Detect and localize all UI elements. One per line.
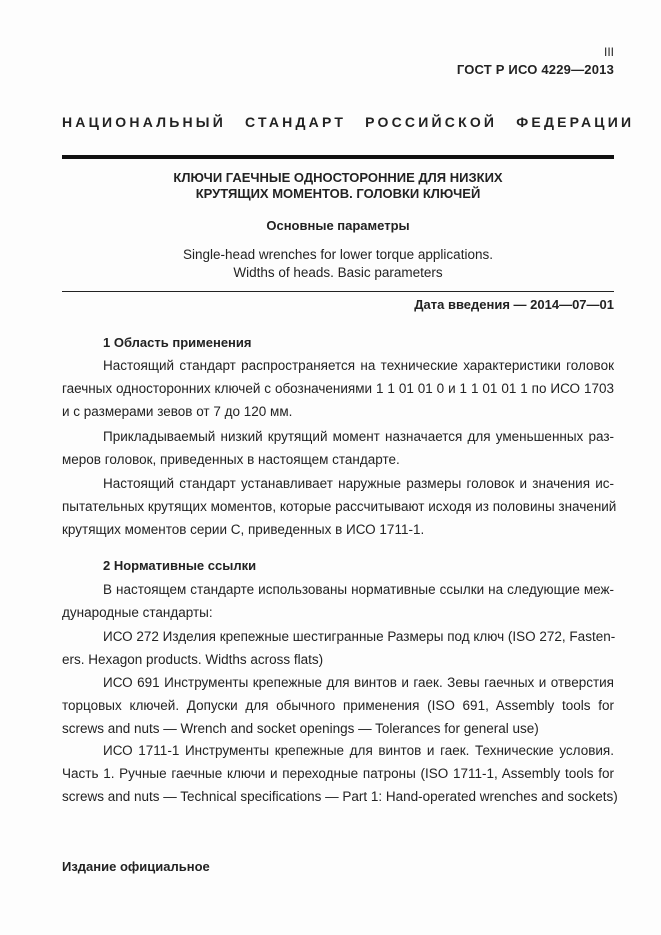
- section-1-paragraph-1: [62, 354, 614, 423]
- document-subtitle-ru: Основные параметры: [266, 218, 410, 233]
- title-ru-line-1: КЛЮЧИ ГАЕЧНЫЕ ОДНОСТОРОННИЕ ДЛЯ НИЗКИХ: [173, 170, 503, 185]
- section-2-heading: 2 Нормативные ссылки: [103, 558, 257, 573]
- paragraph-line: screws and nuts — Wrench and socket openings — Tolerances for general use): [62, 721, 539, 736]
- section-1-heading: 1 Область применения: [103, 335, 252, 350]
- paragraph-line: меров головок, приведенных в настоящем стандарте.: [62, 452, 400, 467]
- section-2-paragraph-1: [62, 578, 614, 624]
- date-divider: [62, 291, 614, 292]
- section-2-paragraph-3: [62, 671, 614, 740]
- document-title-en: [62, 246, 614, 282]
- introduction-date: Дата введения — 2014—07—01: [414, 297, 614, 312]
- standard-code: ГОСТ Р ИСО 4229—2013: [456, 62, 614, 77]
- title-en-line-2: Widths of heads. Basic parameters: [233, 265, 443, 280]
- paragraph-line: дународные стандарты:: [62, 605, 213, 620]
- section-1-paragraph-2: [62, 425, 614, 471]
- national-standard-title: НАЦИОНАЛЬНЫЙ СТАНДАРТ РОССИЙСКОЙ ФЕДЕРАЦИИ: [62, 114, 635, 130]
- paragraph-line: и с размерами зевов от 7 до 120 мм.: [62, 404, 293, 419]
- paragraph-line: В настоящем стандарте использованы нормативные ссылки на следующие меж-: [103, 582, 614, 597]
- paragraph-line: ers. Hexagon products. Widths across flats): [62, 652, 324, 667]
- paragraph-line: ИСО 272 Изделия крепежные шестигранные Размеры под ключ (ISO 272, Fasten-: [103, 629, 616, 644]
- title-divider: [62, 155, 614, 159]
- official-edition-label: Издание официальное: [62, 859, 210, 874]
- paragraph-line: screws and nuts — Technical specifications — Part 1: Hand-operated wrenches and sockets): [62, 789, 618, 804]
- paragraph-line: торцовых ключей. Допуски для обычного применения (ISO 691, Assembly tools for: [62, 698, 614, 713]
- title-ru-line-2: КРУТЯЩИХ МОМЕНТОВ. ГОЛОВКИ КЛЮЧЕЙ: [195, 186, 481, 201]
- paragraph-line: пытательных крутящих моментов, которые рассчитывают исходя из половины значений: [62, 499, 617, 514]
- paragraph-line: ИСО 1711-1 Инструменты крепежные для винтов и гаек. Технические условия.: [103, 743, 614, 758]
- section-2-paragraph-4: [62, 739, 618, 808]
- title-en-line-1: Single-head wrenches for lower torque applications.: [183, 247, 493, 262]
- document-title-ru: [62, 170, 614, 202]
- section-1-paragraph-3: [62, 472, 617, 541]
- paragraph-line: крутящих моментов серии С, приведенных в ИСО 1711-1.: [62, 522, 425, 537]
- paragraph-line: ИСО 691 Инструменты крепежные для винтов и гаек. Зевы гаечных и отверстия: [103, 675, 614, 690]
- paragraph-line: Настоящий стандарт распространяется на технические характеристики головок: [103, 358, 614, 373]
- section-2-paragraph-2: [62, 625, 614, 671]
- paragraph-line: Настоящий стандарт устанавливает наружные размеры головок и значения ис-: [103, 476, 614, 491]
- paragraph-line: Часть 1. Ручные гаечные ключи и переходные патроны (ISO 1711-1, Assembly tools for: [62, 766, 614, 781]
- paragraph-line: Прикладываемый низкий крутящий момент назначается для уменьшенных раз-: [103, 429, 614, 444]
- page-number: III: [603, 45, 614, 59]
- paragraph-line: гаечных односторонних ключей с обозначениями 1 1 01 01 0 и 1 1 01 01 1 по ИСО 1703: [62, 381, 614, 396]
